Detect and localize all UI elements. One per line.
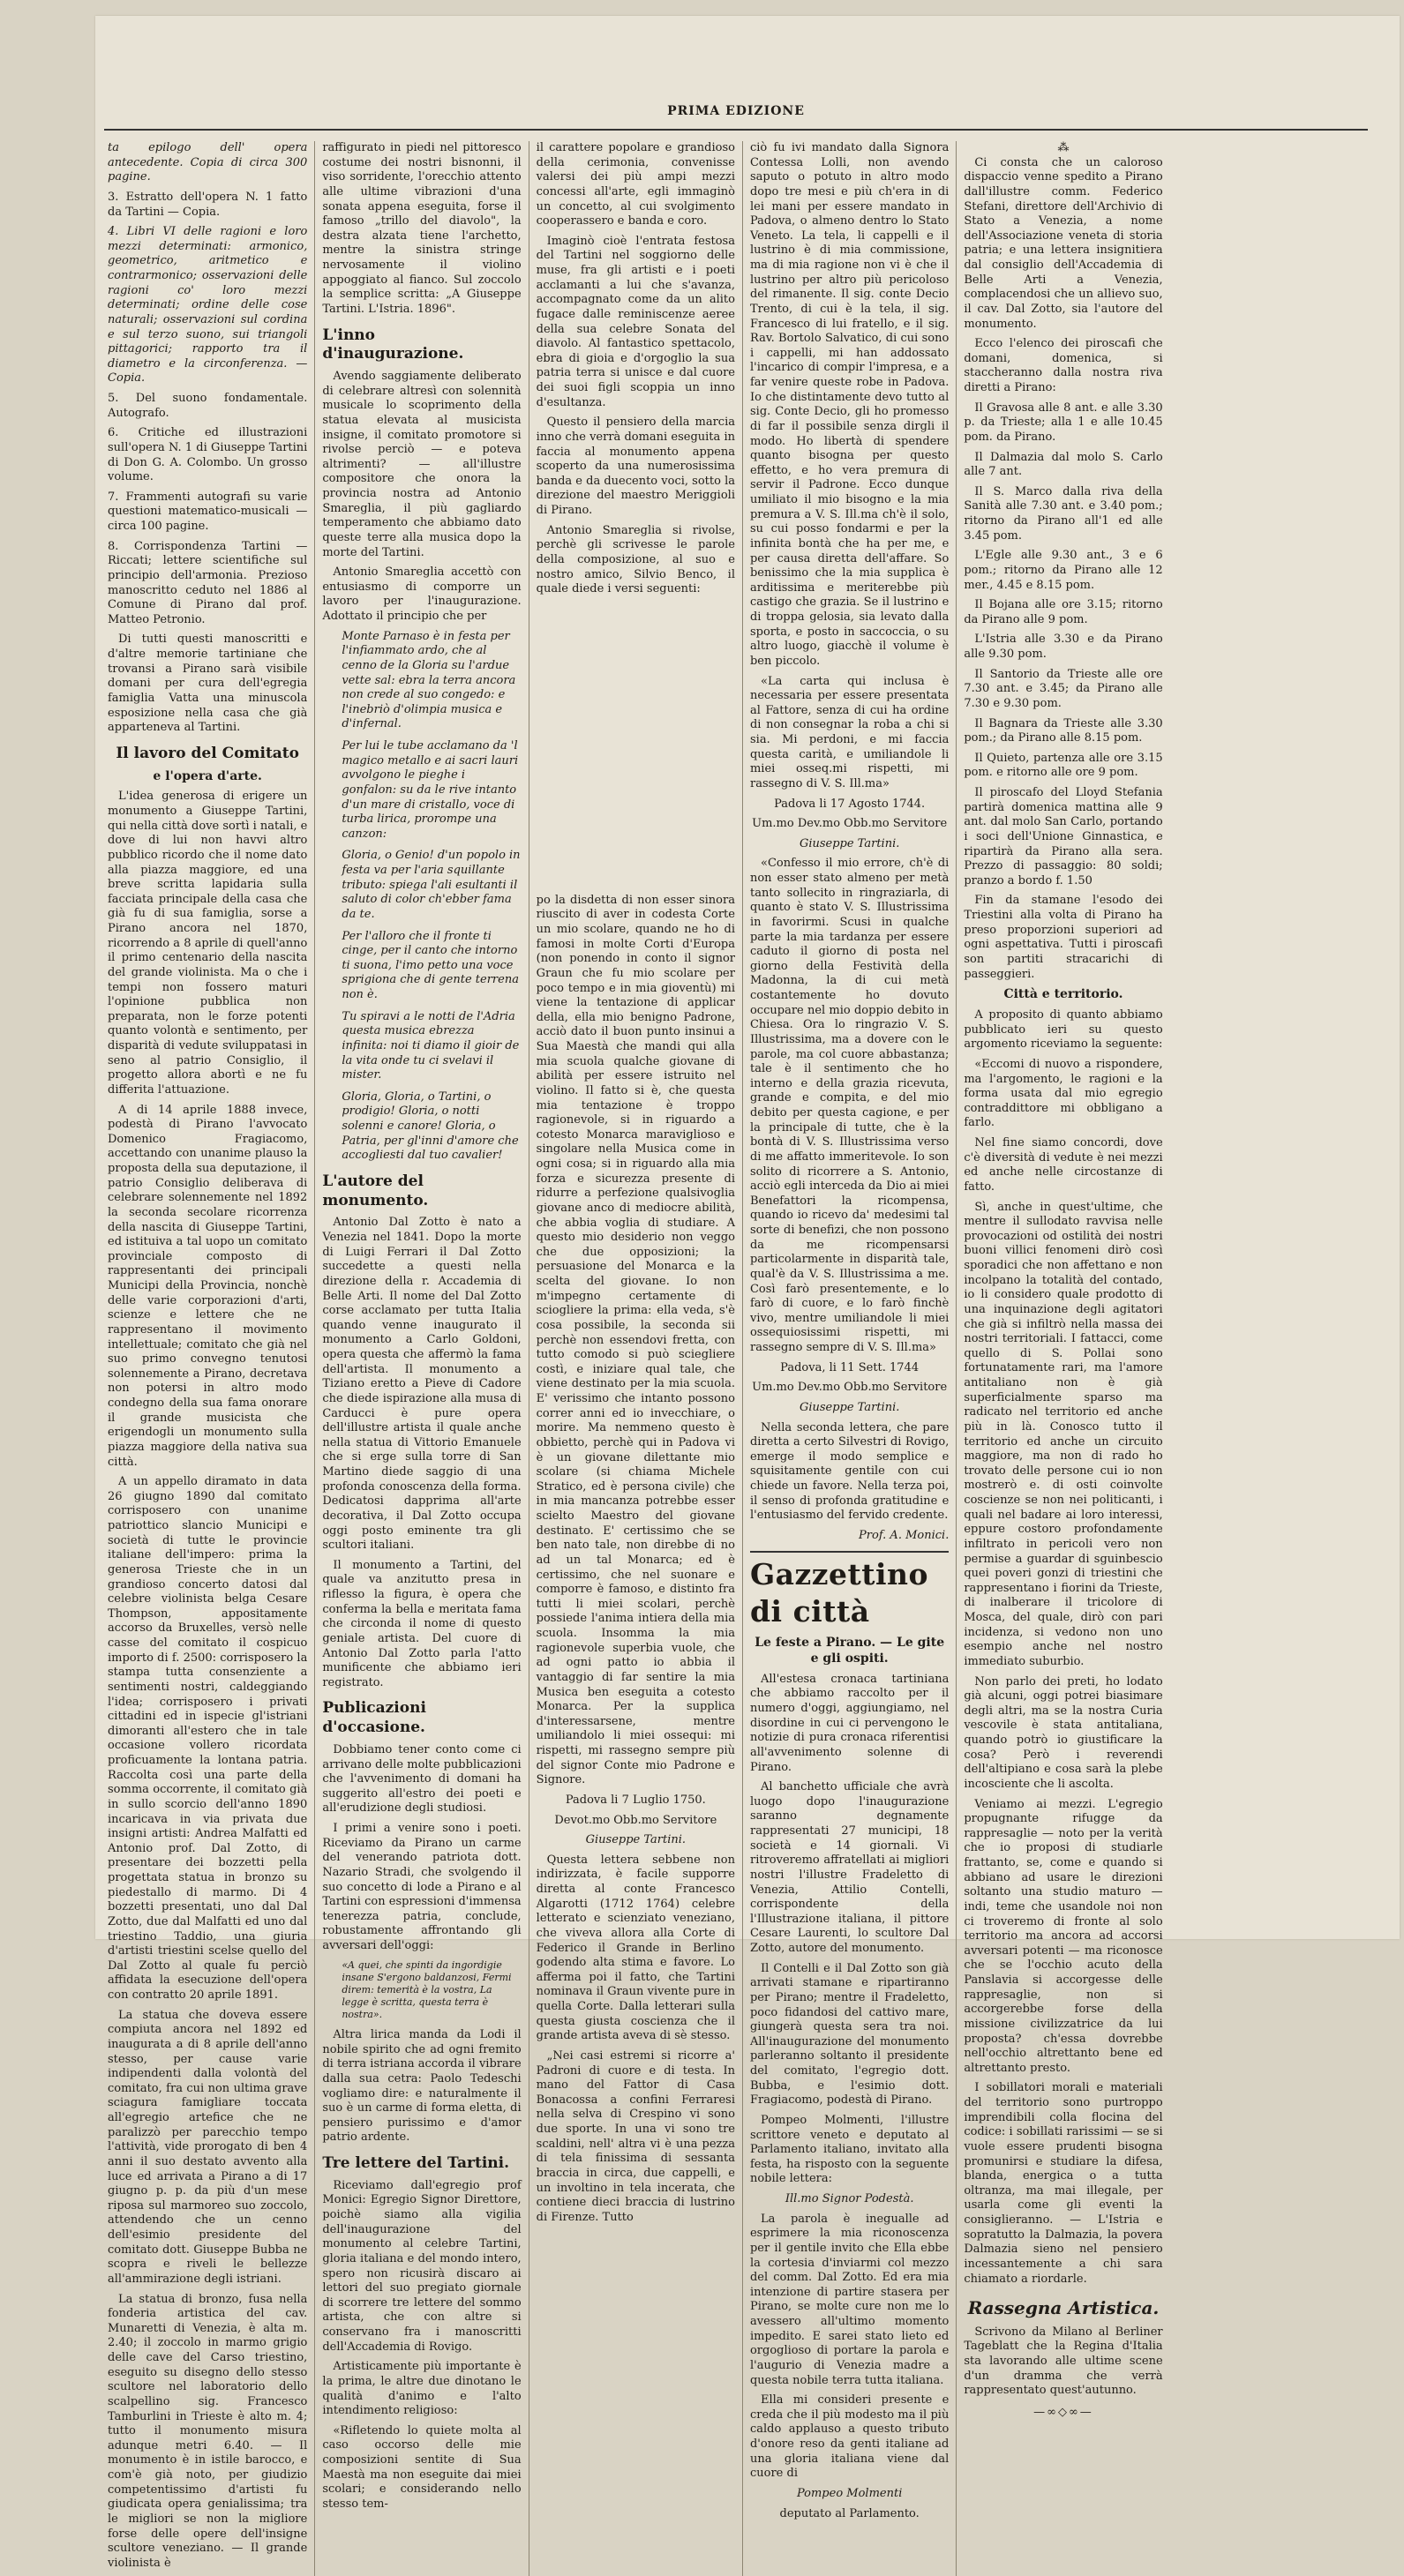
column-2 (314, 141, 528, 2576)
article-paragraph: «Rifletendo lo quiete molta al caso occorso delle mie composizioni sentite di Sua Maestà ma non eseguite dai miei scolari; e considerando nello stesso tem- (322, 2423, 522, 2511)
article-paragraph: Questa lettera sebbene non indirizzata, è facile supporre diretta al conte Francesco Algarotti (1712 1764) celebre letterato e scienziato veneziano, che viveva allora alla Corte di Federico il Grande in Berlino godendo alta stima e favore. Lo afferma poi il fatto, che Tartini nominava il Graun vivente pure in quella Corte. Dalla letterari sulla questa giusta coscienza che il grande artista aveva di sè stesso. (536, 1853, 735, 2043)
letter-salutation: Ill.mo Signor Podestà. (785, 2192, 914, 2206)
article-paragraph: La parola è inegualle ad esprimere la mia riconoscenza per il gentile invito che Ella ebbe la cortesia d'inviarmi col mezzo del comm. Dal Zotto. Ed era mia intenzione di partire stasera per Pirano, se molte cure non me lo avessero all'ultimo momento impedito. E sarei stato lieto ed orgoglioso di portare la parola e l'augurio di Venezia madre a questa nobile terra tutta italiana. (749, 2212, 950, 2387)
column-3 (529, 141, 742, 2576)
manuscript-item: ta epilogo dell' opera antecedente. Copia di circa 300 pagine. (108, 141, 308, 184)
letter-signature-name: Pompeo Molmenti (796, 2486, 903, 2500)
section-heading: Publicazioni d'occasione. (322, 1699, 426, 1737)
manuscript-item: 8. Corrispondenza Tartini — Riccati; lettere scientifiche sul principio dell'armonia. Prezioso manoscritto ceduto nel 1886 al Comune di Pirano dal prof. Matteo Petronio. (108, 539, 308, 626)
article-paragraph: Ella mi consideri presente e creda che il più modesto ma il più caldo applauso a questo tributo d'onore reso da genti italiane ad una gloria italiana viene dal cuore di (749, 2393, 950, 2481)
poem-stanza: Tu spiravi a le notti de l'Adria questa musica ebrezza infinita: noi ti diamo il gioir de la vita onde tu ci svelavi il mister. (342, 1009, 520, 1082)
article-paragraph: Altra lirica manda da Lodi il nobile spirito che ad ogni fremito di terra istriana accorda il vibrare dalla sua cetra: Paolo Tedeschi vogliamo dire: e naturalmente il suo è un carme di forma eletta, di pensiero purissimo e d'amor patrio ardente. (322, 2028, 522, 2145)
article-paragraph: Il monumento a Tartini, del quale va anzitutto presa in riflesso la figura, è opera che conferma la bella e meritata fama che circonda il nome di questo geniale artista. Del cuore di Antonio Dal Zotto parla l'atto munificente che abbiamo ieri registrato. (322, 1558, 522, 1689)
ship-schedule-item: Il Bojana alle ore 3.15; ritorno da Pirano alle 9 pom. (964, 598, 1163, 626)
article-paragraph: ciò fu ivi mandato dalla Signora Contessa Lolli, non avendo saputo o potuto in altro modo dopo tre mesi e più ch'era in di lei mani per essere mandato in Padova, o almeno dentro lo Stato Veneto. La tela, li cappelli e il lustrino è di mia commissione, ma di mia ragione non vi è che il lustrino per altro più pericoloso del rimanente. Il sig. conte Decio Trento, di cui è la tela, il sig. Francesco di lui fratello, e il sig. Rav. Bortolo Salvatico, di cui sono i cappelli, mi han addossato l'incarico di compir l'impresa, e a far venire queste robe in Padova. Io che distintamente devo tutto al sig. Conte Decio, gli ho promesso di far il possibile senza dirgli il modo. Ho libertà di spendere quanto bisogna per questo effetto, e ho vera premura di servir il Padrone. Ecco dunque umiliato il mio bisogno e la mia premura a V. S. Ill.ma ch'è il solo, su cui posso fondarmi e per la infinita bontà che ha per me, e per causa diretta dell'affare. So benissimo che la mia supplica è arditissima e meriterebbe più castigo che grazia. Se il lustrino e di troppa gelosia, sia levato dalla sporta, e posto in saccoccia, o su altro luogo, giacchè il volume è ben piccolo. (749, 141, 950, 668)
section-heading: Il lavoro del Comitato (116, 744, 299, 762)
letter-signature-role: deputato al Parlamento. (779, 2506, 920, 2520)
article-paragraph: L'idea generosa di erigere un monumento a Giuseppe Tartini, qui nella città dove sortì i natali, e dove di lui non havvi altro pubblico ricordo che il nome dato alla piazza maggiore, ed una breve scritta lapidaria sulla facciata principale della casa che già fu di sua famiglia, sorse a Pirano ancora nel 1870, ricorrendo a 8 aprile di quell'anno il primo centenario della nascita del grande violinista. Ma o che i tempi non fossero maturi l'opinione pubblica non preparata, non le forze potenti quanto volontà e sentimento, per disparità di vedute sviluppatasi in seno al patrio Consiglio, il progetto allora abortì e ne fu differita l'attuazione. (108, 790, 308, 1097)
column-5 (956, 141, 1169, 2576)
end-ornament: —∞◇∞— (1033, 2405, 1093, 2419)
article-paragraph: La statua di bronzo, fusa nella fonderia artistica del cav. Munaretti di Venezia, è alta m. 2.40; il zoccolo in marmo grigio delle cave del Carso triestino, eseguito su disegno dello stesso scultore nel laboratorio dello scalpellino sig. Francesco Tamburlini in Trieste è alto m. 4; tutto il monumento misura adunque metri 6.40. — Il monumento è in istile barocco, e com'è già noto, per giudizio competentissimo d'artisti fu giudicata opera genialissima; tra le migliori se non la migliore forse delle opere dell'insigne scultore veneziano. — Il grande violinista è (108, 2292, 308, 2570)
newspaper-page (95, 16, 1400, 2570)
poem-stanza: Monte Parnaso è in festa per l'infiammato ardo, che al cenno de la Gloria su l'ardue vette sal: ebra la terra ancora non crede al suo congedo: e l'inebriò d'olimpia musica e d'infernal. (342, 629, 516, 731)
section-heading: L'autore del monumento. (322, 1172, 429, 1209)
article-paragraph: Antonio Smareglia accettò con entusiasmo di comporre un lavoro per l'inaugurazione. Adottato il principio che per (322, 565, 522, 623)
article-paragraph: «Eccomi di nuovo a rispondere, ma l'argomento, le ragioni e la forma usata dal mio egregio contraddittore mi obbligano a farlo. (964, 1057, 1163, 1130)
ship-schedule-item: Il Santorio da Trieste alle ore 7.30 ant. e 3.45; da Pirano alle 7.30 e 9.30 pom. (964, 667, 1163, 710)
asterism-ornament: ⁂ (1057, 141, 1070, 154)
article-paragraph: Scrivono da Milano al Berliner Tageblatt che la Regina d'Italia sta lavorando alle ultime scene d'un dramma che verrà rappresentato quest'autunno. (964, 2325, 1163, 2398)
article-paragraph: Al banchetto ufficiale che avrà luogo dopo l'inaugurazione saranno degnamente rappresentati 27 municipi, 18 società e 14 giornali. Vi ritroveremo affratellati ai migliori nostri l'illustre Fradeletto di Venezia, Attilio Contelli, corrispondente della l'Illustrazione italiana, il pittore Cesare Laurenti, lo scultore Dal Zotto, autore del monumento. (749, 1780, 950, 1956)
column-1 (101, 141, 314, 2576)
article-paragraph: All'estesa cronaca tartiniana che abbiamo raccolto per il numero d'oggi, aggiungiamo, nel disordine in cui ci pervengono le notizie di pura cronaca riferentisi all'avvenimento solenne di Pirano. (749, 1672, 950, 1774)
section-banner-title: Gazzettino di città (750, 1551, 949, 1630)
article-paragraph: Riceviamo dall'egregio prof Monici: Egregio Signor Direttore, poichè siamo alla vigilia dell'inaugurazione del monumento al celebre Tartini, gloria italiana e del mondo intero, spero non ricusirà discaro ai lettori del suo pregiato giornale di scorrere tre lettere del sommo artista, che con altre si conservano fra i manoscritti dell'Accademia di Rovigo. (322, 2178, 522, 2354)
letter-signature: Um.mo Dev.mo Obb.mo Servitore (752, 817, 948, 831)
poem-stanza: Gloria, o Genio! d'un popolo in festa va per l'aria squillante tributo: spiega l'ali esultanti il saluto di color ch'ebber fama da te. (342, 849, 521, 921)
article-paragraph: Questo il pensiero della marcia inno che verrà domani eseguita in faccia al monumento appena scoperto da una numerosissima banda e da duecento voci, sotto la direzione del maestro Meriggioli di Pirano. (536, 416, 735, 517)
ship-schedule-item: Il Dalmazia dal molo S. Carlo alle 7 ant. (964, 450, 1163, 479)
ship-schedule-item: L'Egle alle 9.30 ant., 3 e 6 pom.; ritorno da Pirano alle 12 mer., 4.45 e 8.15 pom. (964, 549, 1163, 592)
section-heading: Città e territorio. (1003, 987, 1123, 1002)
article-paragraph: Imaginò cioè l'entrata festosa del Tartini nel soggiorno delle muse, fra gli artisti e i poeti acclamanti a lui che s'avanza, accompagnato come da un alito fugace dalle reminiscenze aeree della sua celebre Sonata del diavolo. Al fantastico spettacolo, ebra di gioia e d'orgoglio la sua patria terra si unisce e dal cuore dei suoi figli scoppia un inno d'esultanza. (536, 234, 735, 409)
article-paragraph: po la disdetta di non esser sinora riuscito di aver in codesta Corte un mio scolare, quando ne ho di famosi in molte Corti d'Europa (non ponendo in conto il signor Graun che fu mio scolare per poco tempo e in mia gioventù) mi viene la tentazione di applicar della, ella mio benigno Padrone, acciò dato il buon punto insinui a Sua Maestà che mandi qui alla mia scuola qualche giovane di abilità per essere istruito nel violino. Il fatto si è, che questa mia tentazione è troppo ragionevole, si in riguardo a cotesto Monarca maraviglioso e singolare nella Musica come in ogni cosa; si in riguardo alla mia forza e sicurezza presente di ridurre a perfezione qualsivoglia giovane anco di mediocre abilità, che abbia voglia di studiare. A questo mio desiderio non veggo che due opposizioni; la persuasione del Monarca e la scelta del giovane. Io non m'impegno certamente di sciogliere la prima: ella veda, s'è cosa possibile, la seconda sii perchè non essendovi fretta, con tutto comodo si può sciegliere costì, e iniziare qual tale, che viene destinato per la mia scuola. E' verissimo che intanto possono correr anni ed io invecchiare, o morire. Ma nemmeno questo è obbietto, perchè qui in Padova vi è un giovane dilettante mio scolare (si chiama Michele Stratico, ed è persona civile) che in mia mancanza potrebbe esser scielto Maestro del giovane destinato. E' certissimo che se ben nato tale, non direbbe di no ad un tal Monarca; ed è certissimo, che nel suonare e comporre è famoso, e distinto fra tutti li miei scolari, perchè possiede l'anima intiera della mia scuola. Insomma la mia ragionevole superbia vuole, che ad ogni patto io abbia il vantaggio di far sentire la mia Musica ben eseguita a cotesto Monarca. Per la supplica d'interessarsene, mentre umiliandolo li miei ossequi: mi rispetti, mi rassegno sempre più del signor Conte mio Padrone e Signore. (536, 893, 735, 1787)
section-heading: Rassegna Artistica. (967, 2297, 1160, 2319)
article-paragraph: Il piroscafo del Lloyd Stefania partirà domenica mattina alle 9 ant. dal molo San Carlo, portando i soci dell'Unione Ginnastica, e ripartirà da Pirano alla sera. Prezzo di passaggio: 80 soldi; pranzo a bordo f. 1.50 (964, 786, 1163, 887)
edition-label: PRIMA EDIZIONE (667, 104, 805, 118)
article-paragraph: Non parlo dei preti, ho lodato già alcuni, oggi potrei biasimare degli altri, ma se la nostra Curia vescovile è stata antitaliana, quando potrò io giustificare la cosa? Però i reverendi dell'altipiano e cosa sarà la plebe incosciente che li ascolta. (964, 1674, 1163, 1791)
manuscript-item: 3. Estratto dell'opera N. 1 fatto da Tartini — Copia. (108, 190, 308, 219)
article-paragraph: A proposito di quanto abbiamo pubblicato ieri su questo argomento riceviamo la seguente: (964, 1008, 1163, 1052)
letter-date: Padova li 17 Agosto 1744. (774, 797, 926, 811)
manuscript-item: 5. Del suono fondamentale. Autografo. (108, 392, 308, 420)
article-paragraph: Nel fine siamo concordi, dove c'è diversità di vedute è nei mezzi ed anche nelle circostanze di fatto. (964, 1136, 1163, 1194)
article-paragraph: «Confesso il mio errore, ch'è di non esser stato almeno per metà tanto sollecito in ringraziarla, di quanto è stato V. S. Illustrissima in favorirmi. Scusi in qualche parte la mia tardanza per essere caduto il giorno di posta nel giorno della Festività della Madonna, la di cui metà costantemente ho dovuto occupare nel mio doppio debito in Chiesa. Ora lo ringrazio V. S. Illustrissima, ma a dovere con le parole, ma col cuore abbastanza; tale è il sentimento che ho interno e della grazia ricevuta, grande e compita, e del mio debito per questa cagione, e per la principale di tutte, che è la bontà di V. S. Illustrissima verso di me affatto immeritevole. Io son solito di ricorrere a S. Antonio, acciò egli interceda da Dio ai miei Benefattori la ricompensa, quando io ricevo da' medesimi tal sorte di benefizi, che non possono da me ricompensarsi particolarmente in disparità tale, qual'è da V. S. Illustrissima a me. Così farò presentemente, e lo farò di cuore, e lo farò finchè vivo, mentre umiliandole li miei ossequiosissimi rispetti, mi rassegno sempre di V. S. Ill.ma» (749, 857, 950, 1354)
article-columns (101, 141, 1384, 2570)
verse-quote: «A quei, che spinti da ingordigie insane S'ergono baldanzosi, Fermi direm: temerità è la vostra, La legge è scritta, questa terra è nostra». (342, 1958, 512, 2020)
ship-schedule-item: Il Gravosa alle 8 ant. e alle 3.30 p. da Trieste; alla 1 e alle 10.45 pom. da Pirano. (964, 401, 1163, 444)
article-paragraph: A un appello diramato in data 26 giugno 1890 dal comitato corrisposero con unanime patriottico slancio Municipi e società di tutte le provincie italiane dell'impero: prima la generosa Trieste che in un grandioso concerto datosi dal celebre violinista belga Cesare Thompson, appositamente accorso da Bruxelles, versò nelle casse del comitato il cospicuo importo di f. 2500: corrisposero la stampa tutta consenziente a sentimenti nostri, caldeggiando l'idea; corrisposero i privati cittadini ed in ispecie gl'istriani dimoranti all'estero che in tale occasione vollero ricordata proficuamente la lontana patria. Raccolta così una parte della somma occorrente, il comitato già in sullo scorcio dell'anno 1890 incaricava in via privata due insigni artisti: Andrea Malfatti ed Antonio prof. Dal Zotto, di presentare dei bozzetti pella progettata statua in bronzo su piedestallo di marmo. Di 4 bozzetti presentati, uno dal Dal Zotto, due dal Malfatti ed uno dal triestino Taddio, una giuria d'artisti triestini scelse quello del Dal Zotto al quale fu perciò affidata la esecuzione dell'opera con contratto 20 aprile 1891. (108, 1475, 308, 2003)
manuscript-item: 6. Critiche ed illustrazioni sull'opera N. 1 di Giuseppe Tartini di Don G. A. Colombo. Un grosso volume. (108, 426, 308, 484)
article-paragraph: raffigurato in piedi nel pittoresco costume dei nostri bisnonni, il viso sorridente, l'orecchio attento alle ultime vibrazioni d'una sonata appena eseguita, forse il famoso „trillo del diavolo", la destra alzata tiene l'archetto, mentre la sinistra stringe nervosamente il violino appoggiato al fianco. Sul zoccolo la semplice scritta: „A Giuseppe Tartini. L'Istria. 1896". (322, 141, 522, 316)
article-paragraph: La statua che doveva essere compiuta ancora nel 1892 ed inaugurata a di 8 aprile dell'anno stesso, per cause varie indipendenti dalla volontà del comitato, fra cui non ultima grave sciagura famigliare toccata all'egregio artefice che ne paralizzò per parecchio tempo l'attività, vide prorogato di ben 4 anni il suo destato avvento alla luce ed arrivata a Pirano a di 17 giugno p. p. da più d'un mese riposa sul marmoreo suo zoccolo, attendendo che un cenno dell'esimio presidente del comitato dott. Giuseppe Bubba ne scopra e riveli le bellezze all'ammirazione degli istriani. (108, 2008, 308, 2286)
article-paragraph: Ci consta che un caloroso dispaccio venne spedito a Pirano dall'illustre comm. Federico Stefani, direttore dell'Archivio di Stato a Venezia, a nome dell'Associazione veneta di storia patria; e una lettera insignitiera dal consiglio dell'Accademia di Belle Arti a Venezia, complacendosi che un allievo suo, il cav. Dal Zotto, sia l'autore del monumento. (964, 155, 1163, 331)
column-4 (742, 141, 956, 2576)
article-paragraph: I primi a venire sono i poeti. Riceviamo da Pirano un carme del venerando patriota dott. Nazario Stradi, che svolgendo il suo concetto di lode a Pirano e al Tartini con espressioni d'immensa tenerezza patria, conclude, robustamente affrontando gli avversari dell'oggi: (322, 1822, 522, 1952)
article-paragraph: Antonio Dal Zotto è nato a Venezia nel 1841. Dopo la morte di Luigi Ferrari il Dal Zotto succedette a questi nella direzione della r. Accademia di Belle Arti. Il nome del Dal Zotto corse acclamato per tutta Italia quando venne inaugurato il monumento a Carlo Goldoni, opera questa che affermò la fama dell'artista. Il monumento a Tiziano eretto a Pieve di Cadore che diede ispirazione alla musa di Carducci è pure opera dell'illustre artista il quale anche nella statua di Vittorio Emanuele che si erge sulla torre di San Martino diede saggio di una profonda conoscenza della forma. Dedicatosi dapprima all'arte decorativa, il Dal Zotto occupa oggi posto eminente tra gli scultori italiani. (322, 1216, 522, 1553)
article-paragraph: Il Contelli e il Dal Zotto son già arrivati stamane e ripartiranno per Pirano; mentre il Fradeletto, poco fidandosi del cattivo mare, giungerà questa sera tra noi. All'inaugurazione del monumento parleranno soltanto il presidente del comitato, l'egregio dott. Bubba, e l'esimio dott. Fragiacomo, podestà di Pirano. (749, 1961, 950, 2108)
letter-signature-name: Giuseppe Tartini. (585, 1833, 687, 1847)
poem-stanza: Gloria, Gloria, o Tartini, o prodigio! Gloria, o notti solenni e canore! Gloria, o Patria, per gl'inni d'amore che accogliesti dal tuo cavalier! (342, 1090, 519, 1163)
section-heading: Tre lettere del Tartini. (322, 2154, 510, 2173)
article-paragraph: Nella seconda lettera, che pare diretta a certo Silvestri di Rovigo, emerge il modo semplice e squisitamente gentile con cui chiede un favore. Nella terza poi, il senso di profonda gratitudine e l'entusiasmo del fervido credente. (749, 1420, 950, 1523)
letter-date: Padova, li 11 Sett. 1744 (780, 1360, 920, 1374)
ship-schedule-item: L'Istria alle 3.30 e da Pirano alle 9.30 pom. (964, 633, 1163, 661)
article-paragraph: I sobillatori morali e materiali del territorio sono purtroppo imprendibili colla flocina del codice: i sobillati rarissimi — se si vuole essere prudenti bisogna promunirsi e studiare la difesa, blanda, energica o a tutta oltranza, ma mai illegale, per usarla come gli eventi la consiglieranno. — L'Istria e sopratutto la Dalmazia, la povera Dalmazia sieno nel pensiero incessantemente a chi sara chiamato a riordarle. (964, 2081, 1163, 2286)
article-paragraph: Artisticamente più importante è la prima, le altre due dinotano le qualità d'animo e l'alto intendimento religioso: (322, 2360, 522, 2418)
article-paragraph: A di 14 aprile 1888 invece, podestà di Pirano l'avvocato Domenico Fragiacomo, accettando con unanime plauso la proposta della sua deputazione, il patrio Consiglio deliberava di celebrare solennemente nel 1892 la seconda secolare ricorrenza della nascita di Giuseppe Tartini, ed istituiva a tal uopo un comitato provinciale composto di rappresentanti dei principali Municipi della Provincia, nonchè delle varie corporazioni d'arti, scienze e lettere che ne rappresentano il movimento intellettuale; comitato che già nel suo primo convegno tenutosi solennemente a Pirano, decretava non potersi in altro modo condegno della sua fama onorare il grande musicista che erigendogli un monumento sulla piazza maggiore della nativa sua città. (108, 1103, 308, 1469)
poem-continuation-space (537, 603, 735, 894)
ship-schedule-item: Il S. Marco dalla riva della Sanità alle 7.30 ant. e 3.40 pom.; ritorno da Pirano all'1 ed alle 3.45 pom. (964, 484, 1163, 543)
article-paragraph: il carattere popolare e grandioso della cerimonia, convenisse valersi dei più ampi mezzi concessi all'arte, egli immaginò un concetto, al cui svolgimento cooperassero e banda e coro. (536, 141, 735, 228)
article-paragraph: „Nei casi estremi si ricorre a' Padroni di cuore e di testa. In mano del Fattor di Casa Bonacossa a confini Ferraresi nella selva di Crespino vi sono due sporte. In una vi sono tre scaldini, nell' altra vi è una pezza di tela finissima di sessanta braccia in circa, due cappelli, e un involtino in tela incerata, che contiene dieci braccia di lustrino di Firenze. Tutto (536, 2048, 735, 2224)
letter-date: Padova li 7 Luglio 1750. (565, 1793, 706, 1807)
article-paragraph: Di tutti questi manoscritti e d'altre memorie tartiniane che trovansi a Pirano sarà visibile domani per cura dell'egregia famiglia Vatta una minuscola esposizione nella casa che già apparteneva al Tartini. (108, 633, 308, 735)
article-paragraph: Antonio Smareglia si rivolse, perchè gli scrivesse le parole della composizione, al suo e nostro amico, Silvio Benco, il quale diede i versi seguenti: (536, 523, 735, 596)
article-paragraph: Ecco l'elenco dei piroscafi che domani, domenica, si staccheranno dalla nostra riva diretti a Pirano: (964, 337, 1163, 394)
section-subheading: e l'opera d'arte. (153, 768, 262, 783)
letter-signature-name: Giuseppe Tartini. (799, 836, 900, 850)
poem-stanza: Per lui le tube acclamano da 'l magico metallo e ai sacri lauri avvolgono le pieghe i gonfalon: su da le rive intanto d'un mare di cristallo, voce di turba lirica, prorompe una canzon: (342, 739, 519, 841)
page-margin (1170, 141, 1384, 2576)
article-paragraph: Sì, anche in quest'ultime, che mentre il sullodato ravvisa nelle provocazioni od ostilità dei nostri buoni villici fenomeni dirò così sporadici che non affettano e non incolpano la totalità del contado, io li considero quale prodotto di una inquinazione degli agitatori che già si infiltrò nella massa dei nostri territoriali. I fattacci, come quello di S. Pollai sono fortunatamente rari, ma l'amore antitaliano non è già superficialmente sparso ma radicato nel territorio ed anche più in là. Conosco tutto il territorio ed anche un circuito maggiore, ma non di rado ho trovato delle persone cui io non mostrerò e. di osti coinvolte coscienze se non nei politicanti, i quali nel badare ai loro interessi, eppure costoro profondamente infiltrato in pericoli vero non permise a guardar di sguinbescio quei poveri gonzi di triestini che rappresentano i fiorini da Trieste, di inalberare il tricolore di Mosca, del quale, dirò con pari incidenza, si vedono non uno esempio anche nel nostro immediato suburbio. (964, 1200, 1163, 1668)
section-heading: L'inno d'inaugurazione. (322, 326, 464, 363)
letter-signature-name: Giuseppe Tartini. (799, 1400, 900, 1414)
section-heading: Le feste a Pirano. — Le gite e gli ospiti. (755, 1635, 945, 1666)
letter-signature: Devot.mo Obb.mo Servitore (554, 1813, 717, 1827)
article-paragraph: Fin da stamane l'esodo dei Triestini alla volta di Pirano ha preso proporzioni superiori ad ogni aspettativa. Tutti i piroscafi son partiti stracarichi di passeggieri. (964, 894, 1163, 981)
manuscript-item: 7. Frammenti autografi su varie questioni matematico-musicali — circa 100 pagine. (108, 490, 308, 533)
poem-stanza: Per l'alloro che il fronte ti cinge, per il canto che intorno ti suona, l'imo petto una voce sprigiona che di gente terrena non è. (342, 929, 519, 1001)
article-paragraph: Pompeo Molmenti, l'illustre scrittore veneto e deputato al Parlamento italiano, invitato alla festa, ha risposto con la seguente nobile lettera: (749, 2113, 950, 2186)
ship-schedule-item: Il Quieto, partenza alle ore 3.15 pom. e ritorno alle ore 9 pom. (964, 751, 1163, 780)
article-paragraph: Avendo saggiamente deliberato di celebrare altresì con solennità musicale lo scoprimento della statua elevata al musicista insigne, il comitato promotore si rivolse perciò — e poteva altrimenti? — all'illustre compositore che onora la provincia nostra ad Antonio Smareglia, il più gagliardo temperamento che abbiamo dato queste terre alla musica dopo la morte del Tartini. (322, 370, 522, 559)
manuscript-item: 4. Libri VI delle ragioni e loro mezzi determinati: armonico, geometrico, aritmetico e contrarmonico; osservazioni delle ragioni co' loro mezzi determinati; ordine delle cose naturali; osservazioni sul cordina e sul terzo suono, sui triangoli pittagorici; rapporto tra il diametro e la circonferenza. — Copia. (108, 225, 308, 386)
article-paragraph: «La carta qui inclusa è necessaria per essere presentata al Fattore, senza di cui ha ordine di non consegnar la roba a chi si sia. Mi perdoni, e mi faccia questa carità, e umiliandole li miei osseq.mi rispetti, mi rassegno di V. S. Ill.ma» (749, 674, 950, 790)
article-paragraph: Dobbiamo tener conto come ci arrivano delle molte pubblicazioni che l'avvenimento di domani ha suggerito all'estro dei poeti e all'erudizione degli studiosi. (322, 1742, 522, 1816)
article-paragraph: Veniamo ai mezzi. L'egregio propugnante rifugge da rappresaglie — noto per la verità che io proposi di studiarle frattanto, se, come e quando si abbiano ad usare le direzioni soltanto una studio maturo — indi, teme che usandole noi non ci troveremo di fronte al solo territorio ma ancora ad accorsi avversari potenti — ma riconosce che se l'occhio acuto della Panslavia si accorgesse delle rappresaglie, non si accorgerebbe forse della missione civilizzatrice da lui proposta? ch'essa dovrebbe nell'occhio altrettanto bene ed altrettanto presto. (964, 1797, 1163, 2075)
article-author: Prof. A. Monici. (859, 1528, 950, 1542)
letter-signature: Um.mo Dev.mo Obb.mo Servitore (752, 1381, 948, 1395)
ship-schedule-item: Il Bagnara da Trieste alle 3.30 pom.; da Pirano alle 8.15 pom. (964, 716, 1163, 745)
page-header (104, 94, 1368, 131)
